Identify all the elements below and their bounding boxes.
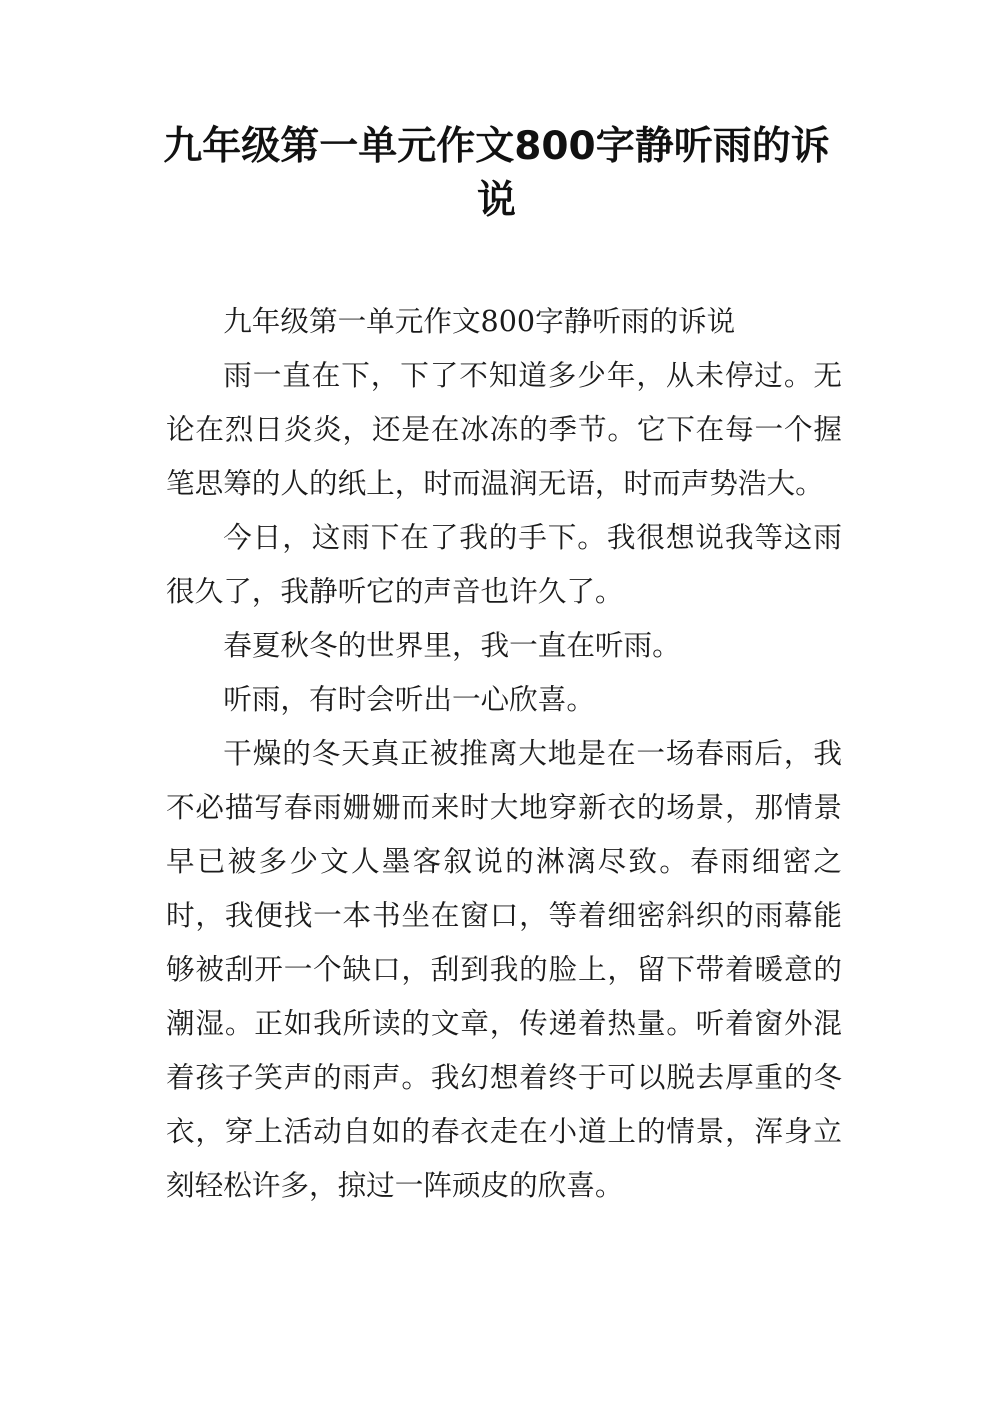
document-body (166, 294, 842, 1212)
paragraph: 九年级第一单元作文800字静听雨的诉说 (223, 304, 736, 338)
paragraph: 今日，这雨下在了我的手下。我很想说我等这雨很久了，我静听它的声音也许久了。 (166, 520, 842, 608)
document-title: 九年级第一单元作文800字静听雨的诉说 (163, 124, 830, 223)
paragraph: 听雨，有时会听出一心欣喜。 (223, 682, 595, 716)
paragraph: 春夏秋冬的世界里，我一直在听雨。 (223, 628, 681, 662)
paragraph: 干燥的冬天真正被推离大地是在一场春雨后，我不必描写春雨姗姗而来时大地穿新衣的场景，那情景早已被多少文人墨客叙说的淋漓尽致。春雨细密之时，我便找一本书坐在窗口，等着细密斜织的雨幕能够被刮开一个缺口，刮到我的脸上，留下带着暖意的潮湿。正如我所读的文章，传递着热量。听着窗外混着孩子笑声的雨声。我幻想着终于可以脱去厚重的冬衣，穿上活动自如的春衣走在小道上的情景，浑身立刻轻松许多，掠过一阵顽皮的欣喜。 (166, 736, 842, 1202)
paragraph: 雨一直在下，下了不知道多少年，从未停过。无论在烈日炎炎，还是在冰冻的季节。它下在每一个握笔思筹的人的纸上，时而温润无语，时而声势浩大。 (166, 358, 842, 500)
